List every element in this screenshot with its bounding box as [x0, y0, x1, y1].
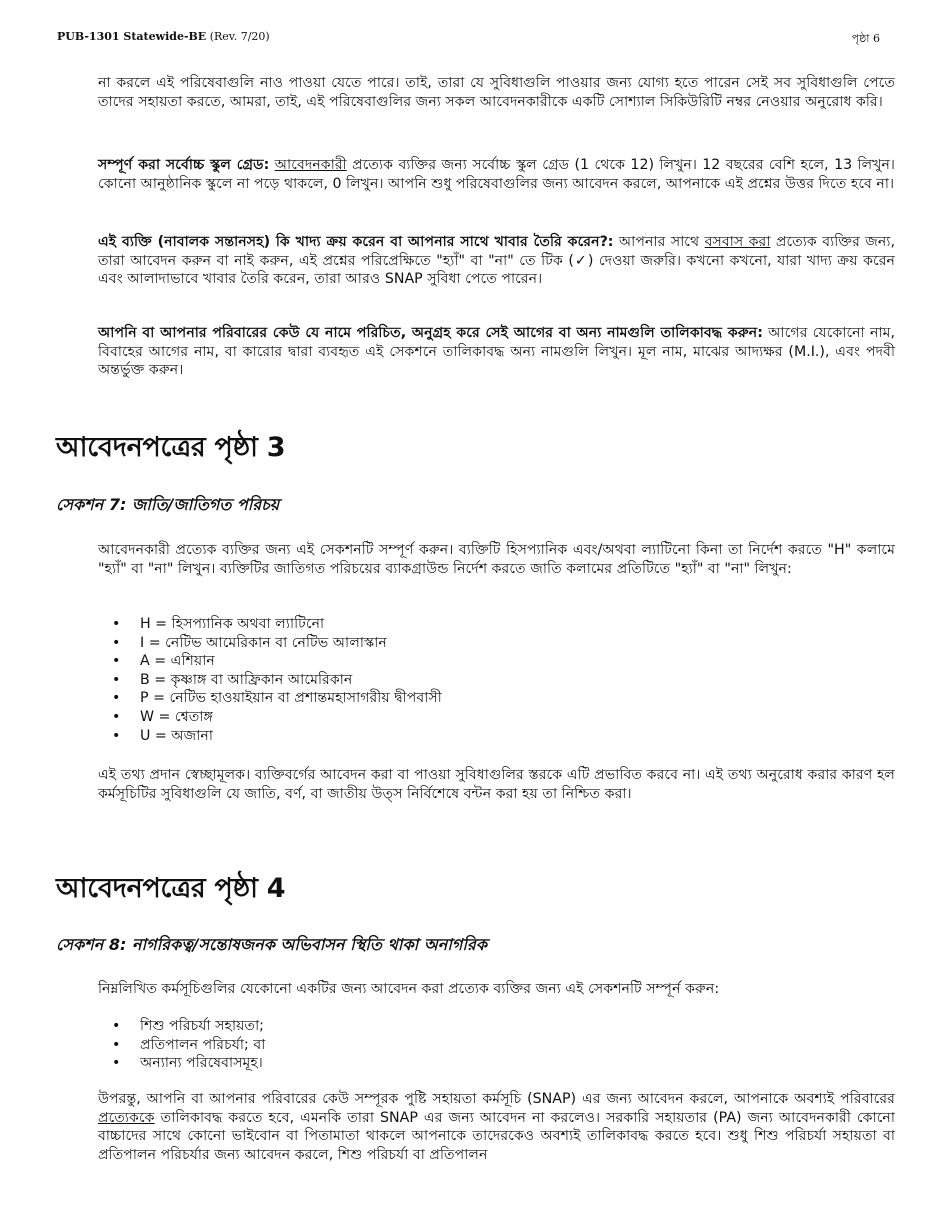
food-purchase-text: প্রত্যেক ব্যক্তির জন্য, তারা আবেদন করুন বা নাই করুন, এই প্রশ্নের পরিপ্রেক্ষিতে "হ্যাঁ" বা "না" তে টিক (✓) দেওয়া জরুরি। কখনো কখনো, যারা খাদ্য ক্রয় করেন এবং আলাদাভাবে খাবার তৈরি করেন, তারা আরও SNAP সুবিধা পেতে পারেন।	[98, 234, 896, 288]
section7-heading: সেকশন 7: জাতি/জাতিগত পরিচয়	[56, 495, 280, 514]
list-item: • H = হিসপ্যানিক অথবা ল্যাটিনো	[98, 615, 442, 634]
list-item: • P = নেটিভ হাওয়াইয়ান বা প্রশান্তমহাসাগরীয় দ্বীপবাসী	[98, 689, 442, 708]
list-item: • অন্যান্য পরিষেবাসমূহ।	[98, 1054, 265, 1073]
section8-heading: সেকশন 8: নাগরিকত্ব/সন্তোষজনক অভিবাসন স্থিতি থাকা অনাগরিক	[56, 935, 487, 954]
school-grade-heading: সম্পূর্ণ করা সর্বোচ্চ স্কুল গ্রেড:	[98, 157, 270, 173]
voluntary-info-paragraph: এই তথ্য প্রদান স্বেচ্ছামূলক। ব্যক্তিবর্গের আবেদন করা বা পাওয়া সুবিধাগুলির স্তরকে এটি প্রভাবিত করবে না। এই তথ্য অনুরোধ করার কারণ হল কর্মসূচিটির সুবিধাগুলি যে জাতি, বর্ণ, বা জাতীয় উত্স নির্বিশেষে বন্টন করা হয় তা নিশ্চিত করা।	[98, 767, 895, 802]
school-grade-paragraph	[98, 156, 895, 193]
snap-household-post: তালিকাবদ্ধ করতে হবে, এমনকি তারা SNAP এর জন্য আবেদন না করলেও। সরকারি সহায়তার (PA) জন্য আবেদনকারী কোনো বাচ্চাদের সাথে কোনো ভাইবোন বা পিতামাতা থাকলে আপনাকে তাদেরকেও অবশ্যই তালিকাবদ্ধ করতে হবে। শুধু শিশু পরিচর্যা সহায়তা বা প্রতিপালন পরিচর্যার জন্য আবেদন করলে, শিশু পরিচর্যা বা প্রতিপালন	[98, 1109, 896, 1163]
other-names-heading: আপনি বা আপনার পরিবারের কেউ যে নামে পরিচিত, অনুগ্রহ করে সেই আগের বা অন্য নামগুলি তালিকাবদ্ধ করুন:	[98, 325, 763, 341]
list-item: • প্রতিপালন পরিচর্যা; বা	[98, 1036, 265, 1055]
snap-household-pre: উপরন্তু, আপনি বা আপনার পরিবারের কেউ সম্পূরক পুষ্টি সহায়তা কর্মসূচি (SNAP) এর জন্য আবেদন করলে, আপনাকে অবশ্যই পরিবারের	[98, 1091, 895, 1107]
food-purchase-pre: আপনার সাথে	[618, 234, 700, 250]
revision-date: (Rev. 7/20)	[209, 30, 270, 43]
snap-household-paragraph	[98, 1090, 895, 1164]
page4-heading: আবেদনপত্রের পৃষ্ঠা 4	[56, 873, 286, 904]
list-item: • U = অজানা	[98, 727, 442, 746]
race-intro-paragraph: আবেদনকারী প্রত্যেক ব্যক্তির জন্য এই সেকশনটি সম্পূর্ণ করুন। ব্যক্তিটি হিসপ্যানিক এবং/অথবা ল্যাটিনো কিনা তা নির্দেশ করতে "H" কলামে "হ্যাঁ" বা "না" লিখুন। ব্যক্তিটির জাতিগত পরিচয়ের ব্যাকগ্রাউন্ড নির্দেশ করতে জাতি কলামের প্রতিটিতে "হ্যাঁ" বা "না" লিখুন:	[98, 542, 895, 577]
food-purchase-paragraph	[98, 233, 895, 289]
program-list	[98, 1017, 265, 1073]
citizenship-intro-paragraph: নিম্নলিখিত কর্মসূচিগুলির যেকোনো একটির জন্য আবেদন করা প্রত্যেক ব্যক্তির জন্য এই সেকশনটি সম্পূর্ন করুন:	[98, 981, 720, 997]
list-item: • B = কৃষ্ণাঙ্গ বা আফ্রিকান আমেরিকান	[98, 671, 442, 690]
list-item: • W = শ্বেতাঙ্গ	[98, 708, 442, 727]
other-names-text: আগের যেকোনো নাম, বিবাহের আগের নাম, বা কারোর দ্বারা ব্যবহৃত এই সেকশনে তালিকাবদ্ধ অন্য নামগুলি লিখুন। মূল নাম, মাঝের আদ্যক্ষর (M.I.), এবং পদবী অন্তর্ভুক্ত করুন।	[98, 325, 895, 379]
page-number: পৃষ্ঠা 6	[851, 32, 880, 45]
page3-heading: আবেদনপত্রের পৃষ্ঠা 3	[56, 432, 286, 463]
race-code-list	[98, 615, 442, 745]
document-id	[57, 30, 270, 43]
list-item: • I = নেটিভ আমেরিকান বা নেটিভ আলাস্কান	[98, 634, 442, 653]
list-item: • শিশু পরিচর্যা সহায়তা;	[98, 1017, 265, 1036]
everyone-link[interactable]: প্রত্যেককে	[98, 1109, 155, 1126]
list-item: • A = এশিয়ান	[98, 652, 442, 671]
ssn-paragraph: না করলে এই পরিষেবাগুলি নাও পাওয়া যেতে পারে। তাই, তারা যে সুবিধাগুলি পাওয়ার জন্য যোগ্য হতে পারেন সেই সব সুবিধাগুলি পেতে তাদের সহায়তা করতে, আমরা, তাই, এই পরিষেবাগুলির জন্য সকল আবেদনকারীকে একটি সোশ্যাল সিকিউরিটি নম্বর নেওয়ার অনুরোধ করি।	[98, 75, 895, 110]
applicant-link[interactable]: আবেদনকারী	[274, 157, 347, 173]
other-names-paragraph	[98, 324, 895, 380]
school-grade-text: প্রত্যেক ব্যক্তির জন্য সর্বোচ্চ স্কুল গ্রেড (1 থেকে 12) লিখুন। 12 বছরের বেশি হলে, 13 লিখুন। কোনো আনুষ্ঠানিক স্কুলে না পড়ে থাকলে, 0 লিখুন। আপনি শুধু পরিষেবাগুলির জন্য আবেদন করলে, আপনাকে এই প্রশ্নের উত্তর দিতে হবে না।	[98, 157, 896, 192]
food-purchase-heading: এই ব্যক্তি (নাবালক সন্তানসহ) কি খাদ্য ক্রয় করেন বা আপনার সাথে খাবার তৈরি করেন?:	[98, 234, 614, 250]
living-with-link[interactable]: বসবাস করা	[704, 234, 771, 250]
form-number: PUB-1301 Statewide-BE	[57, 30, 207, 43]
